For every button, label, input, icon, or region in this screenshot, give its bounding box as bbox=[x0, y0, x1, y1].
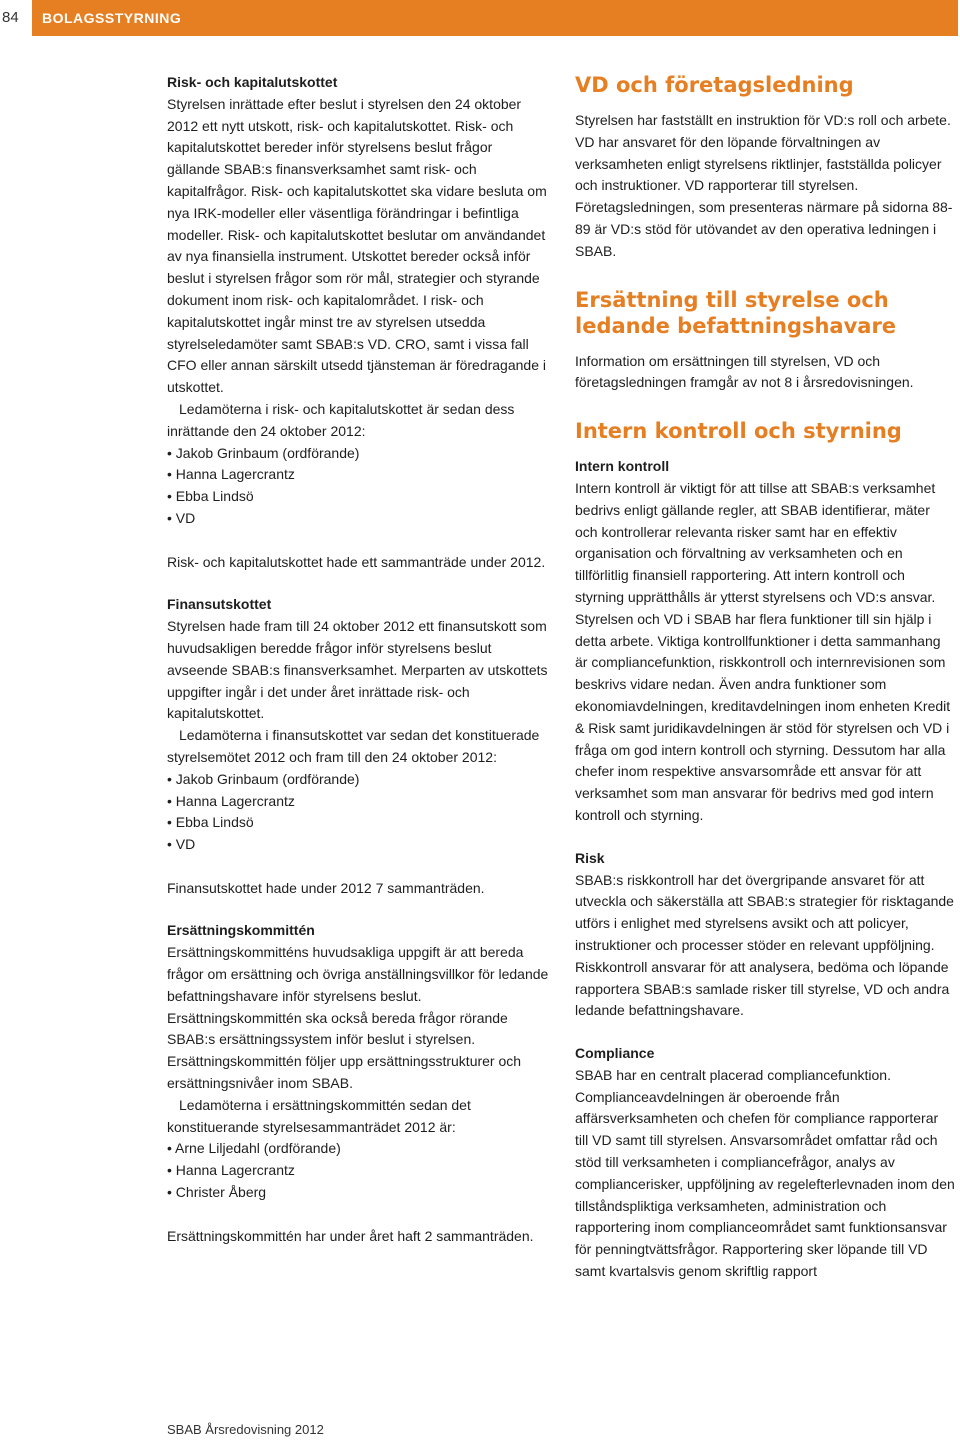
risk-committee-members-intro: Ledamöterna i risk- och kapitalutskottet är sedan dess inrättande den 24 oktober 2012: bbox=[167, 400, 515, 439]
finance-committee-heading: Finansutskottet bbox=[167, 596, 272, 613]
list-item: • VD bbox=[167, 508, 549, 530]
list-item: • Hanna Lagercrantz bbox=[167, 464, 549, 486]
risk-committee-heading: Risk- och kapitalutskottet bbox=[167, 74, 338, 90]
list-item: • Christer Åberg bbox=[167, 1182, 549, 1204]
risk-text: SBAB:s riskkontroll har det övergripande ansvaret för att utveckla och säkerställa att SBAB:s strategier för risktagande utförs i enlighet med styrelsens avsikt och att policyer, instruktioner och processer stöder en relevant uppföljning. Riskkontroll ansvarar för att analysera, bedöma och löpande rapportera SBAB:s samlade risker till styrelse, VD och andra ledande befattningshavare. bbox=[575, 871, 954, 1019]
risk-subheading: Risk bbox=[575, 849, 605, 866]
finance-committee-meetings: Finansutskottet hade under 2012 7 sammanträden. bbox=[167, 879, 485, 896]
remuneration-committee-member-list bbox=[167, 1138, 549, 1203]
list-item: • Hanna Lagercrantz bbox=[167, 791, 549, 813]
list-item: • Arne Liljedahl (ordförande) bbox=[167, 1138, 549, 1160]
ceo-management-text: Styrelsen har fastställt en instruktion för VD:s roll och arbete. VD har ansvaret för den löpande förvaltningen av verksamheten enligt styrelsens riktlinjer, fastställda policyer och instruktioner. VD rapporterar till styrelsen. Företagsledningen, som presenteras närmare på sidorna 88-89 är VD:s stöd för utövandet av den operativa ledningen i SBAB. bbox=[575, 112, 953, 259]
remuneration-committee-members-intro: Ledamöterna i ersättningskommittén sedan det konstituerande styrelsesammanträdet 2012 är: bbox=[167, 1096, 471, 1135]
list-item: • Jakob Grinbaum (ordförande) bbox=[167, 443, 549, 465]
internal-control-subheading: Intern kontroll bbox=[575, 458, 670, 475]
section-header: BOLAGSSTYRNING bbox=[32, 0, 958, 36]
right-column bbox=[575, 72, 955, 1283]
footer-text: SBAB Årsredovisning 2012 bbox=[167, 1422, 324, 1437]
internal-control-heading: Intern kontroll och styrning bbox=[575, 419, 902, 444]
internal-control-text: Intern kontroll är viktigt för att tillse att SBAB:s verksamhet bedrivs enligt gällande regler, att SBAB identifierar, mäter och kontrollerar relevanta risker samt har en effektiv organisation och förvaltning av verksamheten och en tillförlitlig finansiell rapportering. Att intern kontroll och styrning upprätthålls är ytterst styrelsens och VD:s ansvar. Styrelsen och VD i SBAB har flera funktioner till sin hjälp i detta arbete. Viktiga kontrollfunktioner i detta sammanhang är compliancefunktion, riskkontroll och internrevisionen som beskrivs vidare nedan. Även andra funktioner som ekonomiavdelningen, kreditavdelningen inom enheten Kredit & Risk samt juridikavdelningen är stöd för styrelsen och VD i fråga om god intern kontroll och styrning. Dessutom har alla chefer inom respektive ansvarsområde ett ansvar för att verksamhet som man ansvarar för bedrivs med god intern kontroll och styrning. bbox=[575, 479, 951, 823]
compliance-text: SBAB har en centralt placerad compliancefunktion. Complianceavdelningen är oberoende från affärsverksamheten och chefen för compliance rapporterar till VD samt till styrelsen. Ansvarsområdet omfattar råd och stöd till verksamheten i compliancefrågor, analys av compliancerisker, uppföljning av regelefterlevnaden inom den tillståndspliktiga verksamheten, administration och rapportering inom complianceområdet samt funktionsansvar för penningtvättsfrågor. Rapportering sker löpande till VD samt kvartalsvis genom skriftlig rapport bbox=[575, 1066, 955, 1280]
risk-committee-meetings: Risk- och kapitalutskottet hade ett sammanträde under 2012. bbox=[167, 553, 546, 570]
remuneration-committee-text: Ersättningskommitténs huvudsakliga uppgift är att bereda frågor om ersättning och övriga anställningsvillkor för ledande befattningshavare inför styrelsens beslut. Ersättningskommittén ska också bereda frågor rörande SBAB:s ersättningssystem inför beslut i styrelsen. Ersättningskommittén följer upp ersättningsstrukturer och ersättningsnivåer inom SBAB. bbox=[167, 944, 549, 1092]
risk-committee-member-list bbox=[167, 443, 549, 530]
remuneration-committee-meetings: Ersättningskommittén har under året haft 2 sammanträden. bbox=[167, 1227, 534, 1244]
left-column bbox=[167, 72, 549, 1247]
list-item: • Ebba Lindsö bbox=[167, 812, 549, 834]
ceo-management-heading: VD och företagsledning bbox=[575, 73, 854, 97]
list-item: • Hanna Lagercrantz bbox=[167, 1160, 549, 1182]
risk-committee-text: Styrelsen inrättade efter beslut i styrelsen den 24 oktober 2012 ett nytt utskott, risk- och kapitalutskottet. Risk- och kapitalutskottet bereder inför styrelsens beslut frågor gällande SBAB:s finansverksamhet samt risk- och kapitalfrågor. Risk- och kapitalutskottet ska vidare besluta om nya IRK-modeller eller väsentliga förändringar i befintliga modeller. Risk- och kapitalutskottet beslutar om användandet av nya finansiella instrument. Utskottet bereder också inför beslut i styrelsen frågor som rör mål, strategier och styrande dokument inom risk- och kapitalområdet. I risk- och kapitalutskottet ingår minst tre av styrelsen utsedda styrelseledamöter samt SBAB:s VD. CRO, samt i vissa fall CFO eller annan särskilt utsedd tjänsteman är föredragande i utskottet. bbox=[167, 95, 547, 396]
remuneration-heading: Ersättning till styrelse och ledande befattningshavare bbox=[575, 287, 897, 338]
finance-committee-member-list bbox=[167, 769, 549, 856]
remuneration-text: Information om ersättningen till styrelsen, VD och företagsledningen framgår av not 8 i årsredovisningen. bbox=[575, 352, 914, 391]
list-item: • VD bbox=[167, 834, 549, 856]
page-number: 84 bbox=[2, 9, 19, 26]
list-item: • Jakob Grinbaum (ordförande) bbox=[167, 769, 549, 791]
compliance-subheading: Compliance bbox=[575, 1045, 655, 1062]
finance-committee-text: Styrelsen hade fram till 24 oktober 2012 ett finansutskott som huvudsakligen beredde frågor inför styrelsens beslut avseende SBAB:s finansverksamhet. Merparten av utskottets uppgifter ingår i det under året inrättade risk- och kapitalutskottet. bbox=[167, 618, 548, 722]
remuneration-committee-heading: Ersättningskommittén bbox=[167, 922, 315, 939]
list-item: • Ebba Lindsö bbox=[167, 486, 549, 508]
finance-committee-members-intro: Ledamöterna i finansutskottet var sedan det konstituerade styrelsemötet 2012 och fram till den 24 oktober 2012: bbox=[167, 727, 540, 765]
